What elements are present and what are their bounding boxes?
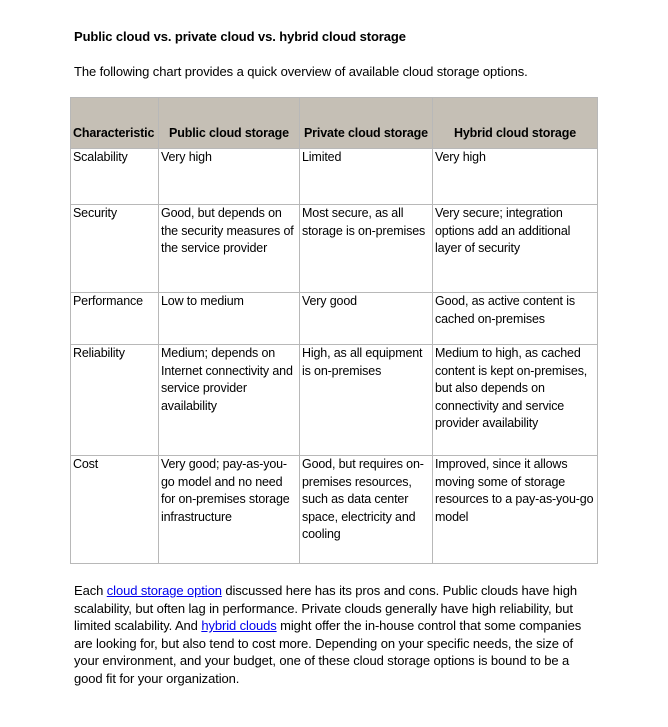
table-row-cost: [71, 456, 598, 564]
row-label: Cost: [71, 456, 159, 564]
document-heading: Public cloud vs. private cloud vs. hybrid cloud storage: [74, 29, 406, 44]
hybrid-clouds-link[interactable]: hybrid clouds: [201, 618, 277, 633]
table-row-scalability: [71, 149, 598, 205]
conclusion-text: Each: [74, 583, 107, 598]
private-cell: Most secure, as all storage is on-premises: [300, 205, 433, 293]
row-label: Scalability: [71, 149, 159, 205]
row-label: Security: [71, 205, 159, 293]
row-label: Reliability: [71, 345, 159, 456]
private-cell: High, as all equipment is on-premises: [300, 345, 433, 456]
cloud-storage-option-link[interactable]: cloud storage option: [106, 583, 222, 598]
private-cell: Limited: [300, 149, 433, 205]
public-cell: Medium; depends on Internet connectivity and service provider availability: [159, 345, 300, 456]
row-label: Performance: [71, 293, 159, 345]
hybrid-cell: Medium to high, as cached content is kept on-premises, but also depends on connectivity and service provider availability: [433, 345, 598, 456]
hybrid-cell: Good, as active content is cached on-premises: [433, 293, 598, 345]
public-cell: Very good; pay-as-you-go model and no need for on-premises storage infrastructure: [159, 456, 300, 564]
header-characteristic: Characteristic: [71, 98, 159, 149]
comparison-table: [70, 97, 598, 564]
conclusion-paragraph: [74, 582, 594, 687]
header-hybrid-cloud: Hybrid cloud storage: [433, 98, 598, 149]
public-cell: Very high: [159, 149, 300, 205]
private-cell: Very good: [300, 293, 433, 345]
public-cell: Low to medium: [159, 293, 300, 345]
conclusion-text: might offer the in-house control that some companies are looking for, but also tend to cost more. Depending on your specific needs, the size of your environment, and your budget, one of these cloud storage options is bound to be a good fit for your organization.: [74, 618, 582, 686]
table-header-row: [71, 98, 598, 149]
table-row-reliability: [71, 345, 598, 456]
conclusion-text: discussed here has its pros and cons. Public clouds have high scalability, but often lag in performance. Private clouds generally have high reliability, but limited scalability. And: [74, 583, 577, 633]
hybrid-cell: Very high: [433, 149, 598, 205]
intro-paragraph: The following chart provides a quick overview of available cloud storage options.: [74, 64, 528, 79]
hybrid-cell: Very secure; integration options add an additional layer of security: [433, 205, 598, 293]
private-cell: Good, but requires on-premises resources, such as data center space, electricity and cooling: [300, 456, 433, 564]
table-row-security: [71, 205, 598, 293]
public-cell: Good, but depends on the security measures of the service provider: [159, 205, 300, 293]
table-row-performance: [71, 293, 598, 345]
header-private-cloud: Private cloud storage: [300, 98, 433, 149]
hybrid-cell: Improved, since it allows moving some of storage resources to a pay-as-you-go model: [433, 456, 598, 564]
header-public-cloud: Public cloud storage: [159, 98, 300, 149]
